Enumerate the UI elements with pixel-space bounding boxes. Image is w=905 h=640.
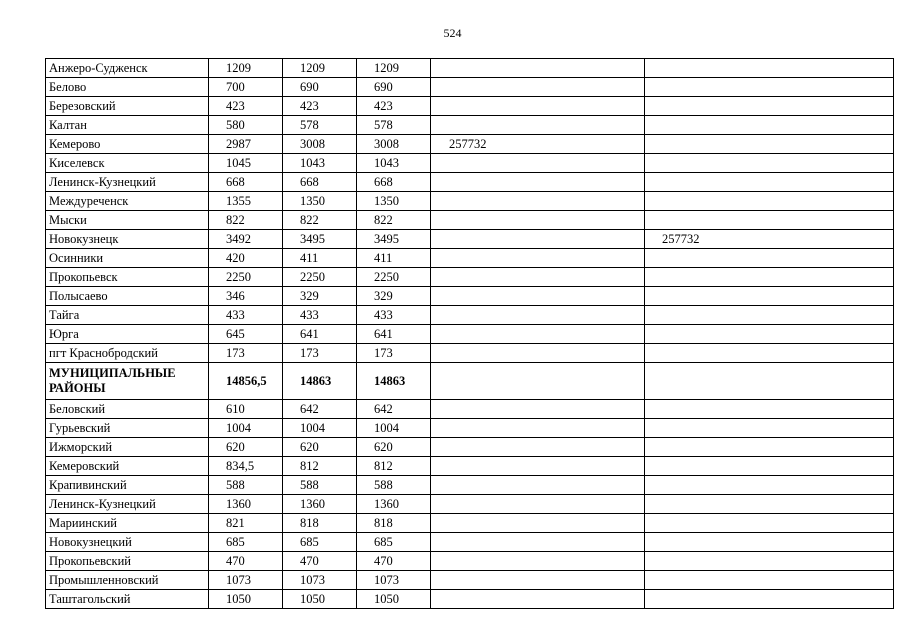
value-1-cell: 2987 bbox=[209, 135, 283, 154]
extra-2-cell bbox=[645, 306, 894, 325]
extra-1-cell bbox=[431, 173, 645, 192]
value-2-cell: 329 bbox=[283, 287, 357, 306]
extra-2-cell bbox=[645, 571, 894, 590]
extra-2-cell bbox=[645, 552, 894, 571]
row-name-cell: Прокопьевск bbox=[46, 268, 209, 287]
extra-1-cell bbox=[431, 154, 645, 173]
extra-1-cell bbox=[431, 287, 645, 306]
value-2-cell: 578 bbox=[283, 116, 357, 135]
extra-2-cell bbox=[645, 287, 894, 306]
value-1-cell: 433 bbox=[209, 306, 283, 325]
page-number: 524 bbox=[443, 26, 462, 40]
value-1-cell: 822 bbox=[209, 211, 283, 230]
row-name-cell: Калтан bbox=[46, 116, 209, 135]
table-body bbox=[46, 59, 894, 609]
value-2-cell: 1004 bbox=[283, 419, 357, 438]
extra-1-cell bbox=[431, 325, 645, 344]
value-3-cell: 1360 bbox=[357, 495, 431, 514]
value-3-cell: 690 bbox=[357, 78, 431, 97]
extra-2-cell bbox=[645, 249, 894, 268]
section-header-row bbox=[46, 363, 894, 400]
table-row bbox=[46, 135, 894, 154]
row-name-cell: пгт Краснобродский bbox=[46, 344, 209, 363]
value-1-cell: 173 bbox=[209, 344, 283, 363]
extra-1-cell bbox=[431, 571, 645, 590]
value-3-cell: 423 bbox=[357, 97, 431, 116]
value-2-cell: 588 bbox=[283, 476, 357, 495]
value-1-cell: 3492 bbox=[209, 230, 283, 249]
value-3-cell: 620 bbox=[357, 438, 431, 457]
value-3-cell: 173 bbox=[357, 344, 431, 363]
value-1-cell: 470 bbox=[209, 552, 283, 571]
extra-1-cell bbox=[431, 400, 645, 419]
value-3-cell: 818 bbox=[357, 514, 431, 533]
table-row bbox=[46, 78, 894, 97]
table-row bbox=[46, 495, 894, 514]
value-2-cell: 1050 bbox=[283, 590, 357, 609]
extra-2-cell bbox=[645, 495, 894, 514]
extra-1-cell bbox=[431, 249, 645, 268]
value-3-cell: 411 bbox=[357, 249, 431, 268]
extra-2-cell bbox=[645, 419, 894, 438]
row-name-cell: Киселевск bbox=[46, 154, 209, 173]
value-3-cell: 1073 bbox=[357, 571, 431, 590]
extra-2-cell bbox=[645, 59, 894, 78]
extra-2-cell bbox=[645, 344, 894, 363]
value-1-cell: 700 bbox=[209, 78, 283, 97]
row-name-cell: Ленинск-Кузнецкий bbox=[46, 173, 209, 192]
extra-1-cell bbox=[431, 495, 645, 514]
value-1-cell: 346 bbox=[209, 287, 283, 306]
value-2-cell: 3495 bbox=[283, 230, 357, 249]
value-1-cell: 685 bbox=[209, 533, 283, 552]
row-name-cell: Кемерово bbox=[46, 135, 209, 154]
value-2-cell: 411 bbox=[283, 249, 357, 268]
table-row bbox=[46, 230, 894, 249]
value-2-cell: 173 bbox=[283, 344, 357, 363]
extra-1-cell bbox=[431, 116, 645, 135]
row-name-cell: Новокузнецк bbox=[46, 230, 209, 249]
extra-1-cell bbox=[431, 533, 645, 552]
table-row bbox=[46, 325, 894, 344]
value-2-cell: 1043 bbox=[283, 154, 357, 173]
row-name-cell: Анжеро-Судженск bbox=[46, 59, 209, 78]
value-2-cell: 812 bbox=[283, 457, 357, 476]
value-2-cell: 470 bbox=[283, 552, 357, 571]
row-name-cell: МУНИЦИПАЛЬНЫЕ РАЙОНЫ bbox=[46, 363, 209, 400]
table-row bbox=[46, 590, 894, 609]
value-2-cell: 1209 bbox=[283, 59, 357, 78]
value-2-cell: 3008 bbox=[283, 135, 357, 154]
value-3-cell: 1004 bbox=[357, 419, 431, 438]
table-row bbox=[46, 249, 894, 268]
extra-2-cell bbox=[645, 116, 894, 135]
row-name-cell: Ижморский bbox=[46, 438, 209, 457]
table-row bbox=[46, 400, 894, 419]
value-2-cell: 641 bbox=[283, 325, 357, 344]
extra-1-cell bbox=[431, 59, 645, 78]
table-row bbox=[46, 552, 894, 571]
extra-2-cell bbox=[645, 533, 894, 552]
row-name-cell: Полысаево bbox=[46, 287, 209, 306]
row-name-cell: Мыски bbox=[46, 211, 209, 230]
value-2-cell: 642 bbox=[283, 400, 357, 419]
row-name-cell: Кемеровский bbox=[46, 457, 209, 476]
extra-1-cell bbox=[431, 306, 645, 325]
value-3-cell: 578 bbox=[357, 116, 431, 135]
value-1-cell: 1209 bbox=[209, 59, 283, 78]
table-row bbox=[46, 116, 894, 135]
municipality-table bbox=[45, 58, 894, 609]
value-1-cell: 645 bbox=[209, 325, 283, 344]
table-row bbox=[46, 173, 894, 192]
value-2-cell: 433 bbox=[283, 306, 357, 325]
extra-2-cell bbox=[645, 514, 894, 533]
extra-1-cell bbox=[431, 419, 645, 438]
value-2-cell: 818 bbox=[283, 514, 357, 533]
extra-1-cell bbox=[431, 552, 645, 571]
extra-1-cell bbox=[431, 476, 645, 495]
row-name-cell: Юрга bbox=[46, 325, 209, 344]
value-1-cell: 668 bbox=[209, 173, 283, 192]
extra-2-cell bbox=[645, 400, 894, 419]
extra-1-cell bbox=[431, 78, 645, 97]
table-row bbox=[46, 192, 894, 211]
value-2-cell: 685 bbox=[283, 533, 357, 552]
value-3-cell: 14863 bbox=[357, 363, 431, 400]
extra-2-cell bbox=[645, 97, 894, 116]
value-3-cell: 822 bbox=[357, 211, 431, 230]
value-2-cell: 1073 bbox=[283, 571, 357, 590]
value-1-cell: 610 bbox=[209, 400, 283, 419]
value-1-cell: 420 bbox=[209, 249, 283, 268]
row-name-cell: Промышленновский bbox=[46, 571, 209, 590]
row-name-cell: Березовский bbox=[46, 97, 209, 116]
value-3-cell: 433 bbox=[357, 306, 431, 325]
extra-2-cell: 257732 bbox=[645, 230, 894, 249]
value-3-cell: 1050 bbox=[357, 590, 431, 609]
value-1-cell: 834,5 bbox=[209, 457, 283, 476]
extra-2-cell bbox=[645, 192, 894, 211]
value-2-cell: 1360 bbox=[283, 495, 357, 514]
row-name-cell: Крапивинский bbox=[46, 476, 209, 495]
value-3-cell: 685 bbox=[357, 533, 431, 552]
value-3-cell: 1043 bbox=[357, 154, 431, 173]
value-2-cell: 1350 bbox=[283, 192, 357, 211]
value-3-cell: 2250 bbox=[357, 268, 431, 287]
extra-2-cell bbox=[645, 590, 894, 609]
row-name-cell: Междуреченск bbox=[46, 192, 209, 211]
extra-2-cell bbox=[645, 154, 894, 173]
table-row bbox=[46, 268, 894, 287]
value-1-cell: 423 bbox=[209, 97, 283, 116]
table-row bbox=[46, 438, 894, 457]
value-2-cell: 822 bbox=[283, 211, 357, 230]
value-1-cell: 1045 bbox=[209, 154, 283, 173]
extra-1-cell bbox=[431, 363, 645, 400]
value-2-cell: 668 bbox=[283, 173, 357, 192]
value-2-cell: 2250 bbox=[283, 268, 357, 287]
table-row bbox=[46, 457, 894, 476]
value-2-cell: 690 bbox=[283, 78, 357, 97]
row-name-cell: Мариинский bbox=[46, 514, 209, 533]
row-name-cell: Гурьевский bbox=[46, 419, 209, 438]
table-row bbox=[46, 533, 894, 552]
value-1-cell: 1355 bbox=[209, 192, 283, 211]
extra-1-cell bbox=[431, 590, 645, 609]
value-3-cell: 470 bbox=[357, 552, 431, 571]
extra-2-cell bbox=[645, 438, 894, 457]
extra-2-cell bbox=[645, 476, 894, 495]
table-row bbox=[46, 287, 894, 306]
value-1-cell: 580 bbox=[209, 116, 283, 135]
value-1-cell: 1073 bbox=[209, 571, 283, 590]
row-name-cell: Осинники bbox=[46, 249, 209, 268]
value-1-cell: 14856,5 bbox=[209, 363, 283, 400]
extra-1-cell bbox=[431, 438, 645, 457]
extra-1-cell bbox=[431, 97, 645, 116]
table-row bbox=[46, 97, 894, 116]
extra-1-cell bbox=[431, 344, 645, 363]
extra-2-cell bbox=[645, 211, 894, 230]
table-row bbox=[46, 344, 894, 363]
table-row bbox=[46, 211, 894, 230]
row-name-cell: Новокузнецкий bbox=[46, 533, 209, 552]
row-name-cell: Беловский bbox=[46, 400, 209, 419]
value-1-cell: 1050 bbox=[209, 590, 283, 609]
value-3-cell: 668 bbox=[357, 173, 431, 192]
table-row bbox=[46, 476, 894, 495]
table-row bbox=[46, 571, 894, 590]
extra-1-cell bbox=[431, 192, 645, 211]
value-1-cell: 2250 bbox=[209, 268, 283, 287]
extra-2-cell bbox=[645, 268, 894, 287]
value-2-cell: 620 bbox=[283, 438, 357, 457]
value-3-cell: 329 bbox=[357, 287, 431, 306]
value-1-cell: 1004 bbox=[209, 419, 283, 438]
table-row bbox=[46, 154, 894, 173]
extra-1-cell bbox=[431, 230, 645, 249]
extra-1-cell bbox=[431, 514, 645, 533]
row-name-cell: Тайга bbox=[46, 306, 209, 325]
table-row bbox=[46, 419, 894, 438]
value-2-cell: 423 bbox=[283, 97, 357, 116]
value-1-cell: 1360 bbox=[209, 495, 283, 514]
table-row bbox=[46, 59, 894, 78]
extra-2-cell bbox=[645, 457, 894, 476]
value-2-cell: 14863 bbox=[283, 363, 357, 400]
value-3-cell: 3495 bbox=[357, 230, 431, 249]
value-1-cell: 620 bbox=[209, 438, 283, 457]
value-3-cell: 641 bbox=[357, 325, 431, 344]
extra-2-cell bbox=[645, 363, 894, 400]
table-row bbox=[46, 306, 894, 325]
value-3-cell: 588 bbox=[357, 476, 431, 495]
row-name-cell: Таштагольский bbox=[46, 590, 209, 609]
value-3-cell: 642 bbox=[357, 400, 431, 419]
value-1-cell: 588 bbox=[209, 476, 283, 495]
value-1-cell: 821 bbox=[209, 514, 283, 533]
value-3-cell: 812 bbox=[357, 457, 431, 476]
extra-1-cell bbox=[431, 268, 645, 287]
extra-1-cell: 257732 bbox=[431, 135, 645, 154]
extra-1-cell bbox=[431, 457, 645, 476]
extra-2-cell bbox=[645, 78, 894, 97]
row-name-cell: Белово bbox=[46, 78, 209, 97]
row-name-cell: Ленинск-Кузнецкий bbox=[46, 495, 209, 514]
extra-2-cell bbox=[645, 325, 894, 344]
extra-2-cell bbox=[645, 173, 894, 192]
extra-1-cell bbox=[431, 211, 645, 230]
table-row bbox=[46, 514, 894, 533]
value-3-cell: 3008 bbox=[357, 135, 431, 154]
value-3-cell: 1350 bbox=[357, 192, 431, 211]
row-name-cell: Прокопьевский bbox=[46, 552, 209, 571]
value-3-cell: 1209 bbox=[357, 59, 431, 78]
extra-2-cell bbox=[645, 135, 894, 154]
